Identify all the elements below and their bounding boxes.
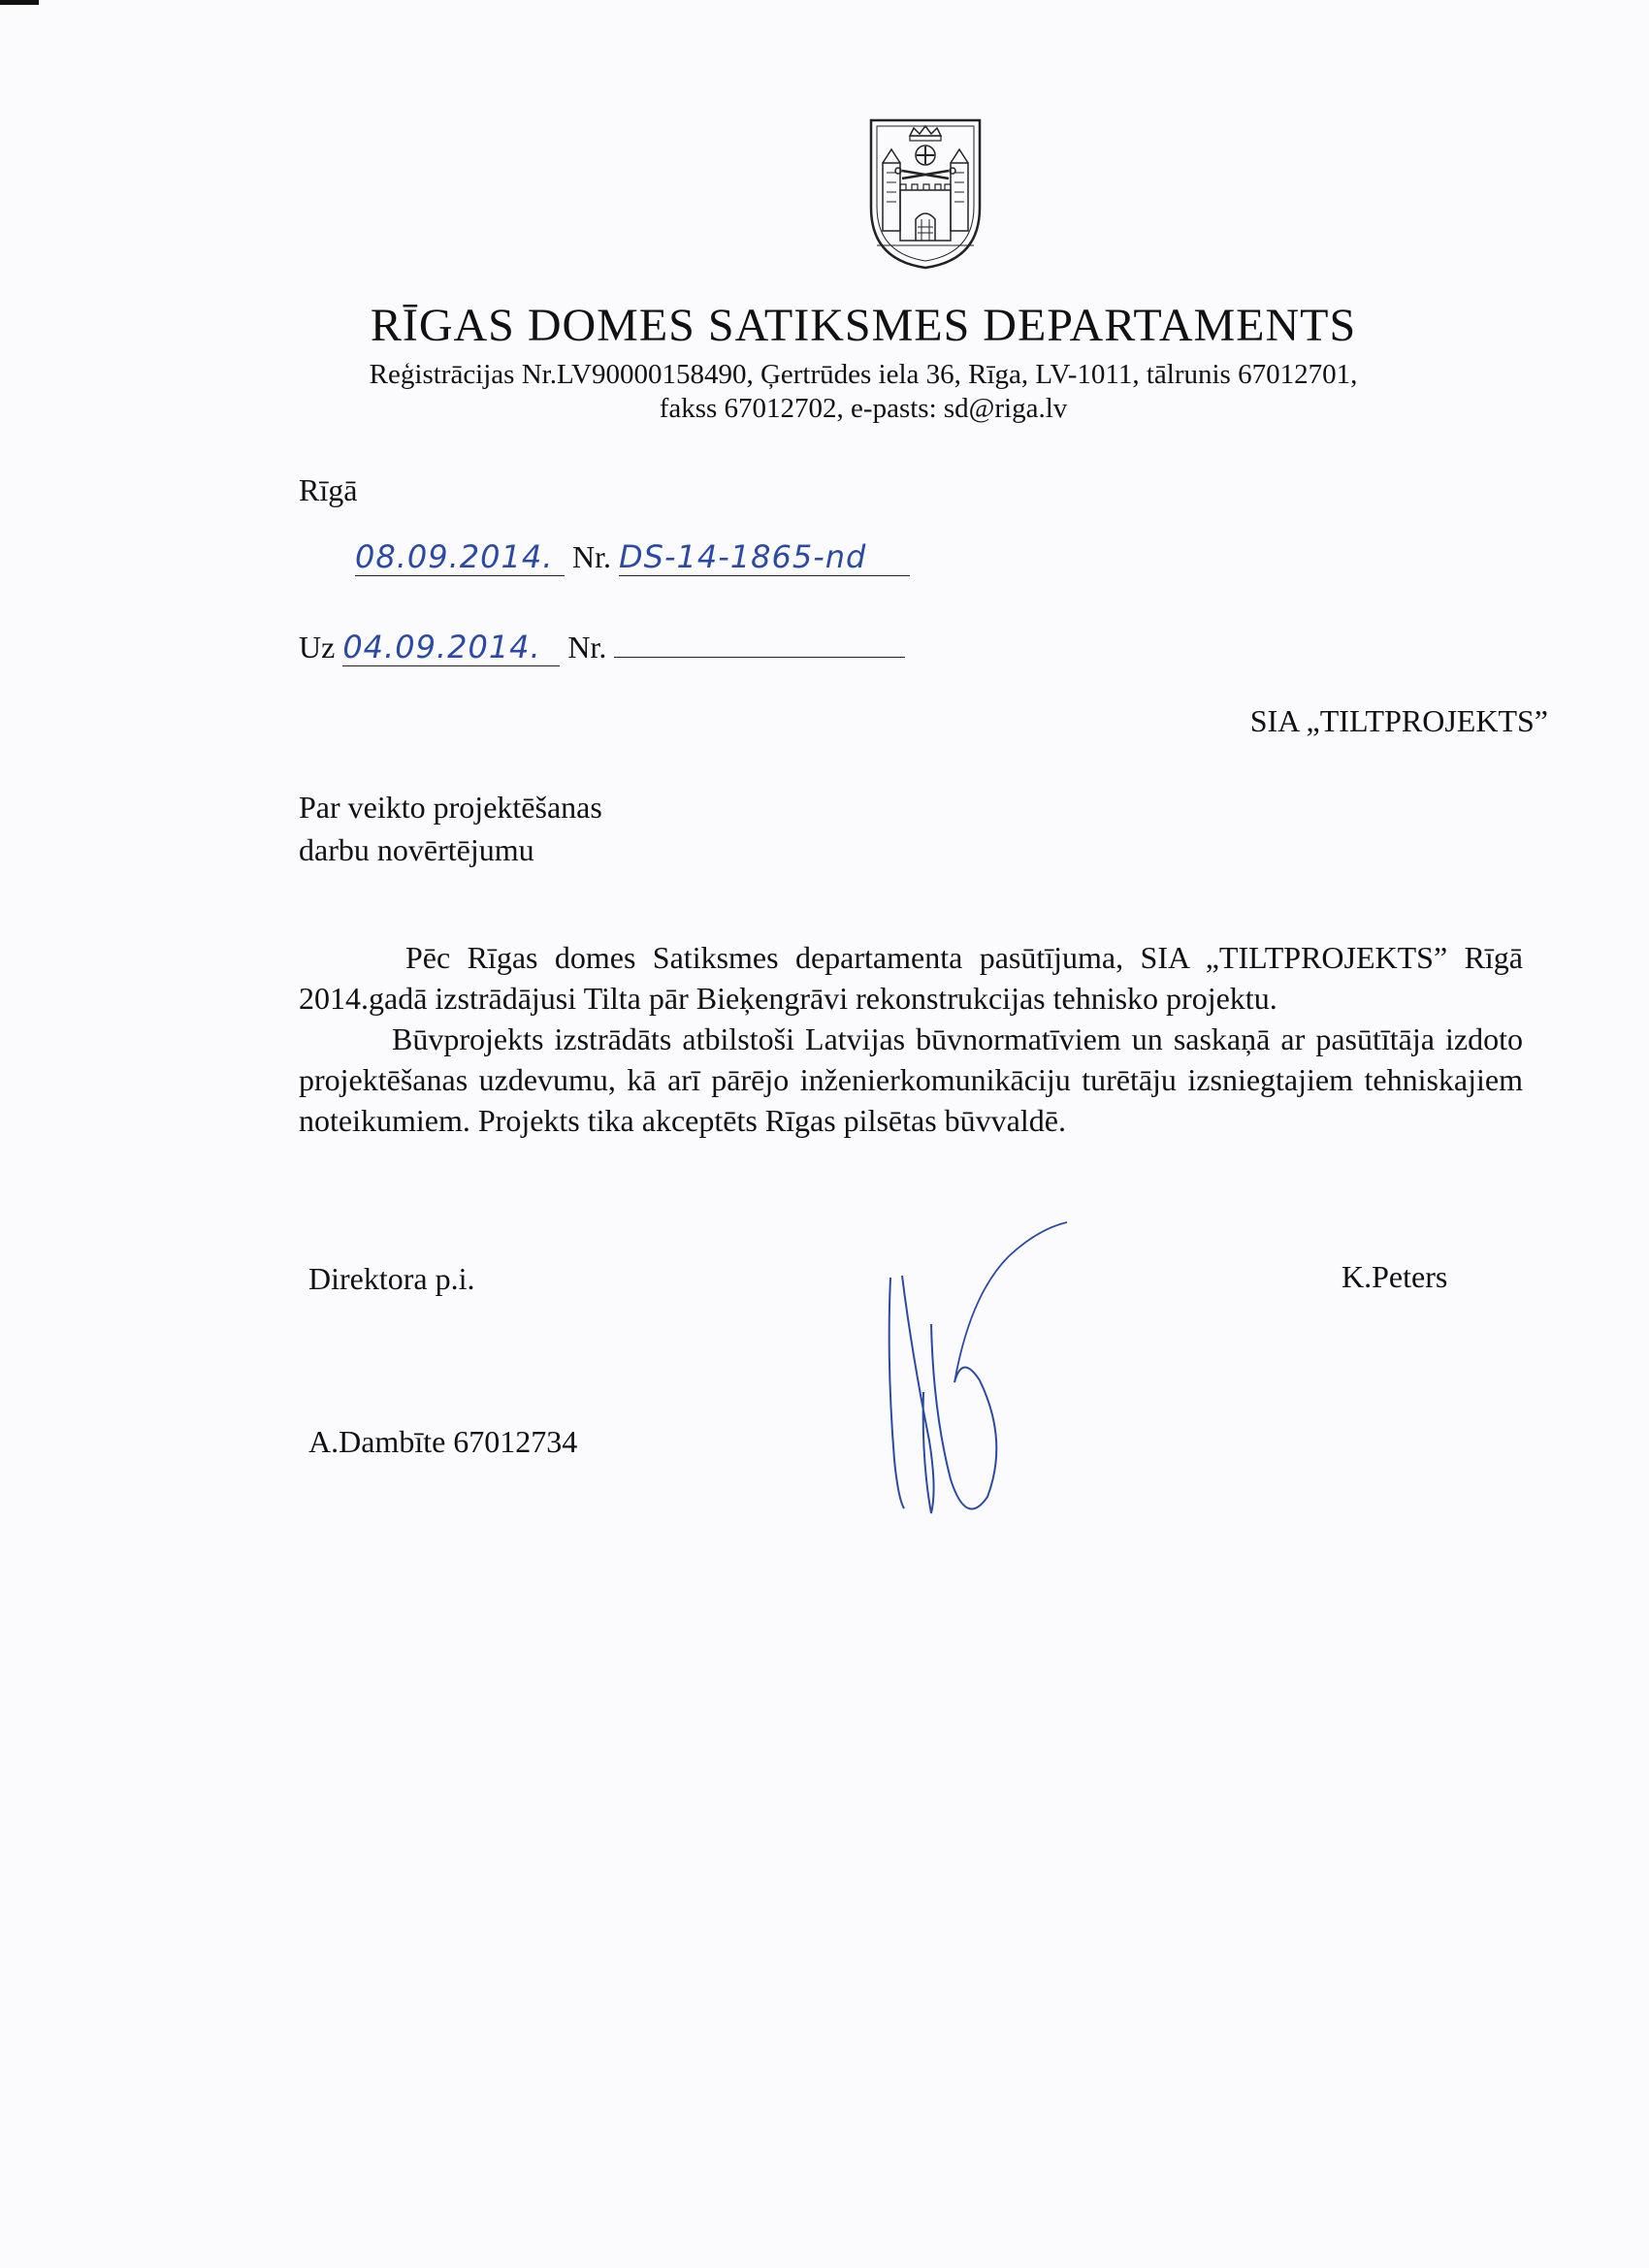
document-date: 08.09.2014. [355,538,554,575]
riga-coat-of-arms-icon [863,114,987,272]
place-label: Rīgā [299,472,358,507]
signatory-name: K.Peters [1342,1259,1448,1294]
handwritten-signature-icon [873,1217,1106,1528]
addressee: SIA „TILTPROJEKTS” [1249,703,1548,738]
nr-label: Nr. [572,539,611,574]
author-contact: A.Dambīte 67012734 [308,1424,578,1459]
subject [299,786,602,871]
body-paragraph-1: Pēc Rīgas domes Satiksmes departamenta pasūtījuma, SIA „TILTPROJEKTS” Rīgā 2014.gadā izstrādājusi Tilta pār Bieķengrāvi rekonstrukcijas tehnisko projektu. [299,940,1523,1016]
document-number-field [619,538,910,576]
document-number: DS-14-1865-nd [619,538,867,575]
scan-edge-mark [0,0,39,5]
reply-date-field [342,629,560,666]
reply-reference-row [299,626,905,666]
subject-line-1: Par veikto projektēšanas [299,790,602,825]
reply-date: 04.09.2014. [342,629,541,665]
contact-line-1: Reģistrācijas Nr.LV90000158490, Ģertrūdes iela 36, Rīga, LV-1011, tālrunis 67012701, [369,359,1358,390]
subject-line-2: darbu novērtējumu [299,832,534,867]
letter-body [299,937,1523,1141]
organization-title: RĪGAS DOMES SATIKSMES DEPARTAMENTS [370,300,1357,351]
uz-label: Uz [299,630,336,664]
body-paragraph-2: Būvprojekts izstrādāts atbilstoši Latvijas būvnormatīviem un saskaņā ar pasūtītāja izdoto projektēšanas uzdevumu, kā arī pārējo inženierkomunikāciju turētāju izsniegtajiem tehniskajiem noteikumiem. Projekts tika akceptēts Rīgas pilsētas būvvaldē. [299,1021,1523,1138]
signatory-role: Direktora p.i. [308,1261,475,1296]
contact-line-2: fakss 67012702, e-pasts: sd@riga.lv [659,393,1068,424]
reply-number-field [614,626,905,658]
reply-nr-label: Nr. [567,630,607,664]
outgoing-reference-row [355,538,910,576]
document-date-field [355,538,565,576]
